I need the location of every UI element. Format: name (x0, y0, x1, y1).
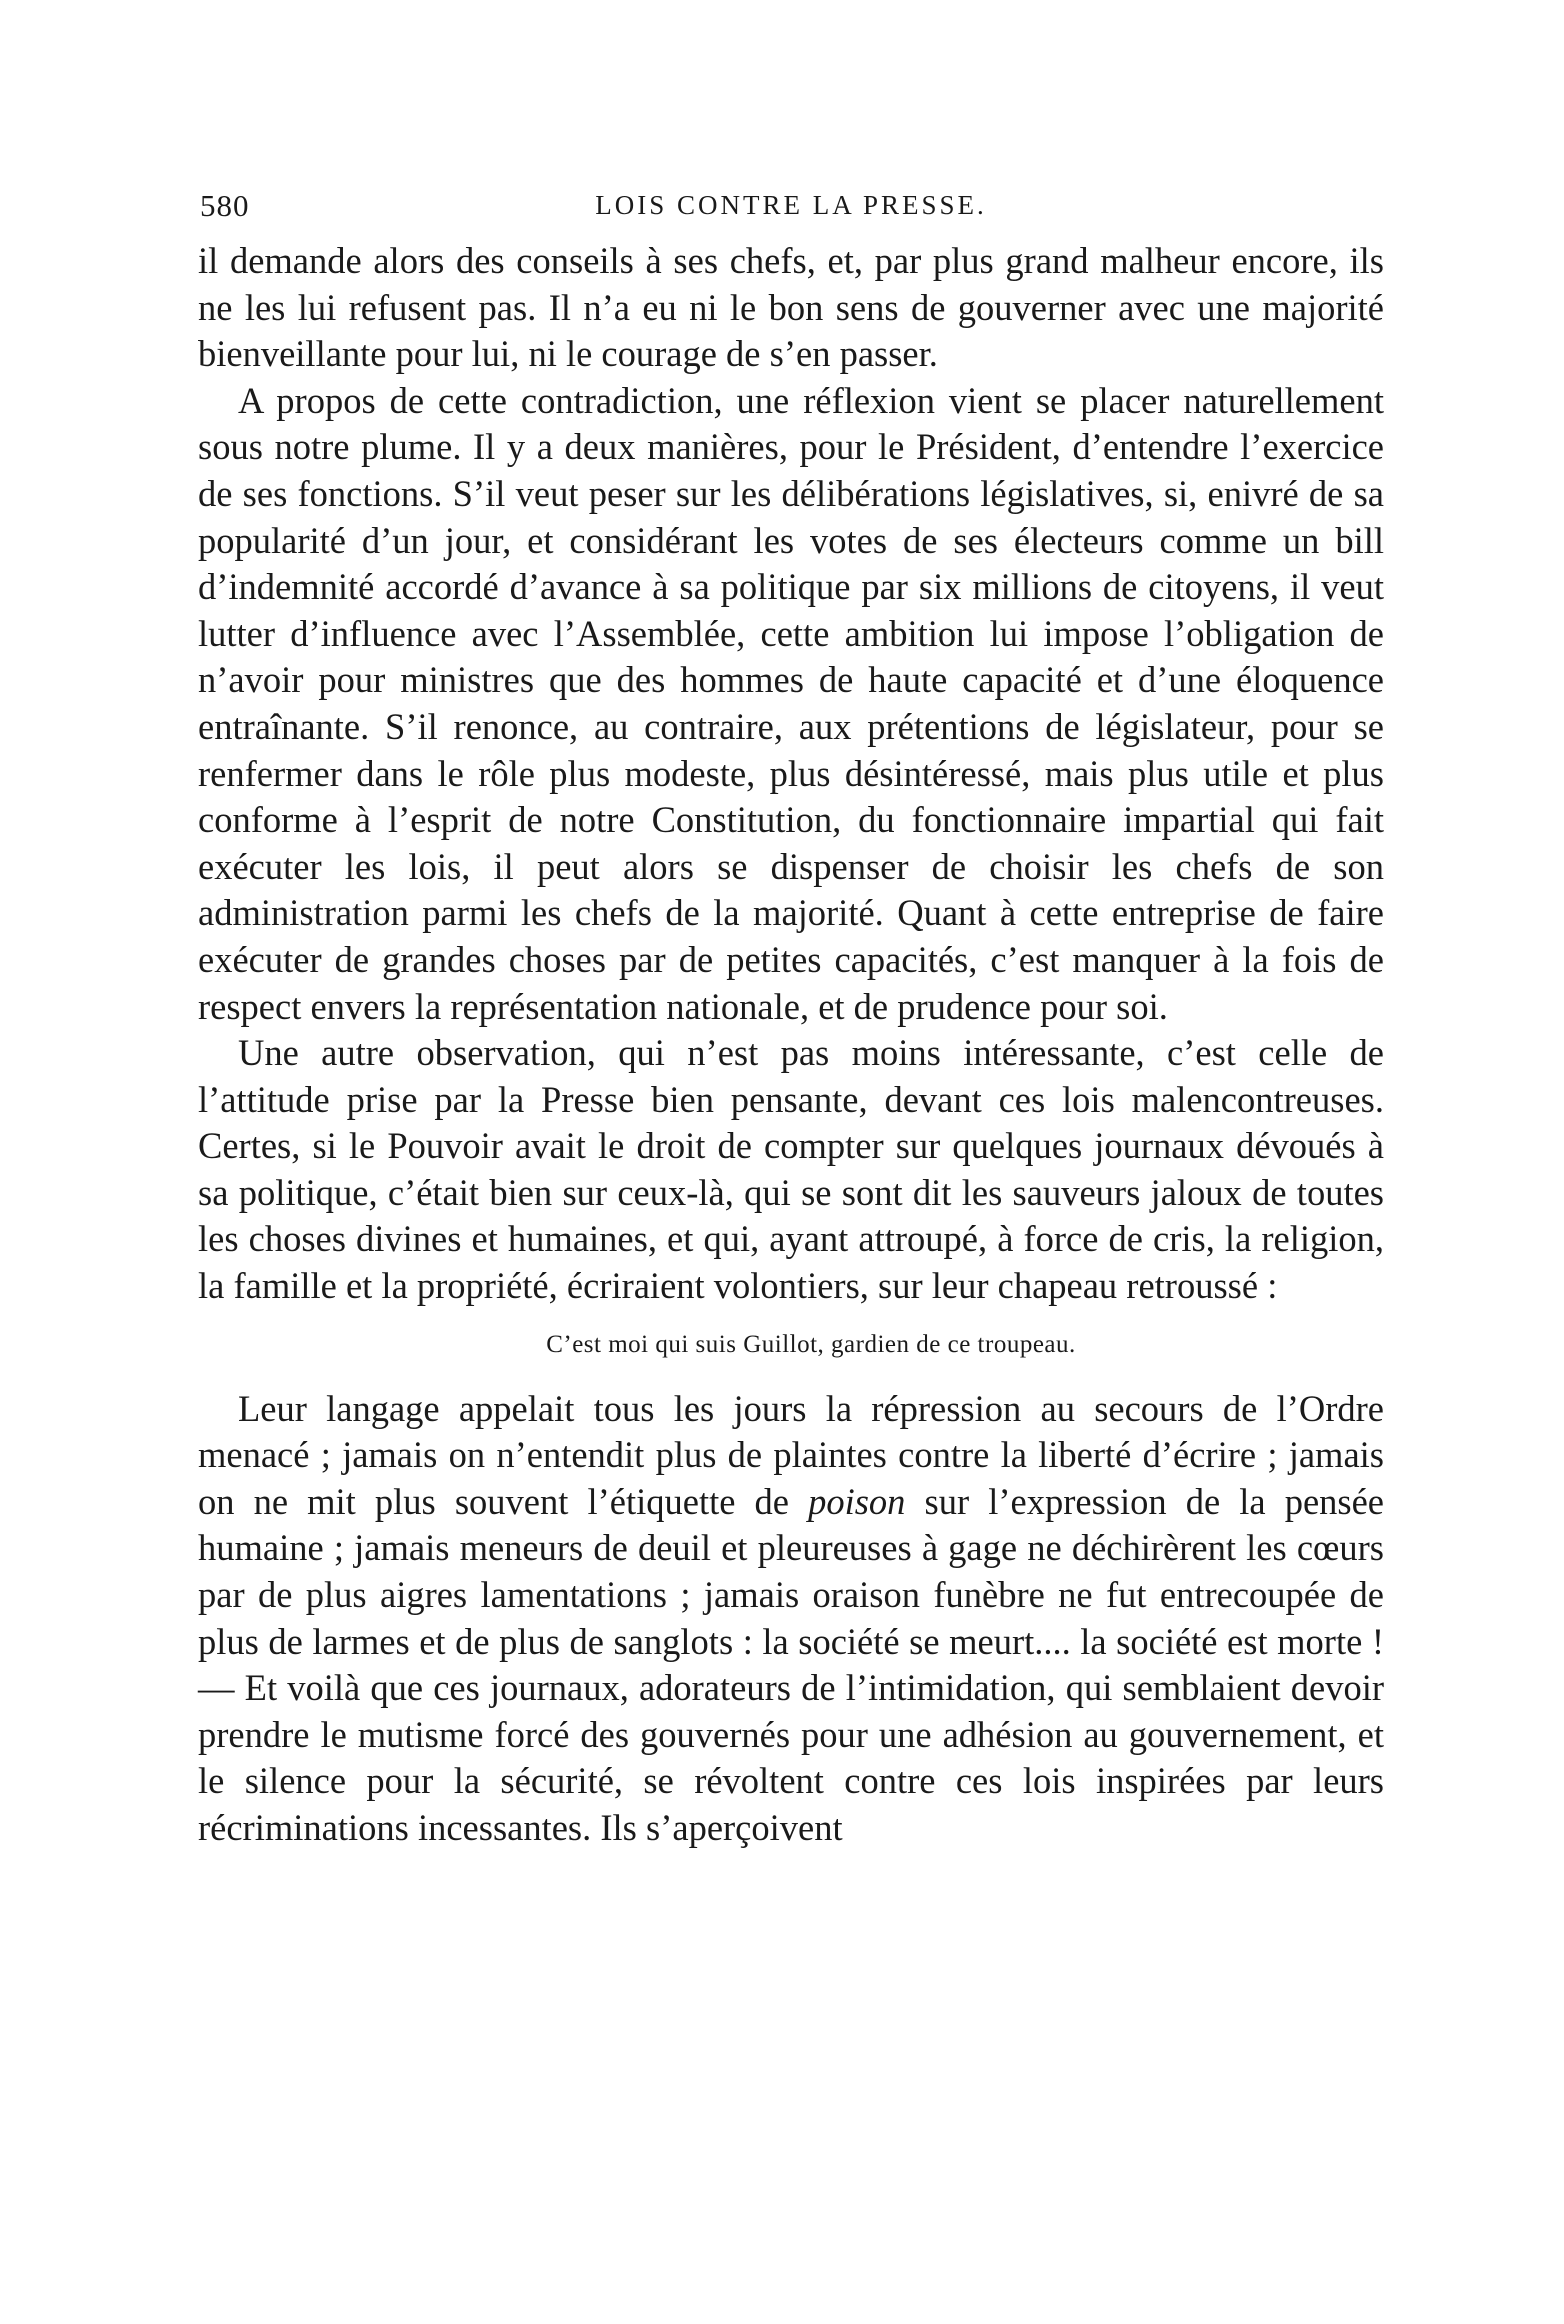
emphasis-poison: poison (808, 1480, 906, 1522)
paragraph-language (198, 1386, 1384, 1852)
page-number: 580 (200, 188, 250, 223)
paragraph-language-end: sur l’expression de la pensée humaine ; jamais meneurs de deuil et pleureuses à gage ne déchirèrent les cœurs par de plus aigres lamentations ; jamais oraison funèbre ne fut entrecoupée de plus de larmes et de plus de sanglots : la société se meurt.... la société est morte ! — Et voilà que ces journaux, adorateurs de l’intimidation, qui semblaient devoir prendre le mutisme forcé des gouvernés pour une adhésion au gouvernement, et le silence pour la sécurité, se révoltent contre ces lois inspirées par leurs récriminations incessantes. Ils s’aperçoivent (198, 1480, 1385, 1848)
verse-quotation: C’est moi qui suis Guillot, gardien de ce troupeau. (546, 1330, 1076, 1358)
running-head (198, 188, 1384, 238)
running-title: LOIS CONTRE LA PRESSE. (595, 190, 987, 220)
body-text (198, 238, 1384, 1310)
paragraph-observation: Une autre observation, qui n’est pas moins intéressante, c’est celle de l’attitude prise par la Presse bien pensante, devant ces lois malencontreuses. Certes, si le Pouvoir avait le droit de compter sur quelques journaux dévoués à sa politique, c’était bien sur ceux-là, qui se sont dit les sauveurs jaloux de toutes les choses divines et humaines, et qui, ayant attroupé, à force de cris, la religion, la famille et la propriété, écriraient volontiers, sur leur chapeau retroussé : (198, 1032, 1384, 1307)
paragraph-continuation: il demande alors des conseils à ses chefs, et, par plus grand malheur encore, ils ne les lui refusent pas. Il n’a eu ni le bon sens de gouverner avec une majorité bienveillante pour lui, ni le courage de s’en passer. (198, 240, 1384, 375)
paragraph-contradiction: A propos de cette contradiction, une réflexion vient se placer naturellement sous notre plume. Il y a deux manières, pour le Président, d’entendre l’exercice de ses fonctions. S’il veut peser sur les délibérations législatives, si, enivré de sa popularité d’un jour, et considérant les votes de ses électeurs comme un bill d’indemnité accordé d’avance à sa politique par six millions de citoyens, il veut lutter d’influence avec l’Assemblée, cette ambition lui impose l’obligation de n’avoir pour ministres que des hommes de haute capacité et d’une éloquence entraînante. S’il renonce, au contraire, aux prétentions de législateur, pour se renfermer dans le rôle plus modeste, plus désintéressé, mais plus utile et plus conforme à l’esprit de notre Constitution, du fonctionnaire impartial qui fait exécuter les lois, il peut alors se dispenser de choisir les chefs de son administration parmi les chefs de la majorité. Quant à cette entreprise de faire exécuter de grandes choses par de petites capacités, c’est manquer à la fois de respect envers la représentation nationale, et de prudence pour soi. (198, 379, 1384, 1027)
paragraph-language-start: Leur langage appelait tous les jours la répression au secours de l’Ordre menacé ; jamais on n’entendit plus de plaintes contre la liberté d’écrire ; jamais on ne mit plus souvent l’étiquette de (198, 1387, 1384, 1522)
body-text-continued (198, 1386, 1384, 1852)
book-page (198, 188, 1384, 1852)
